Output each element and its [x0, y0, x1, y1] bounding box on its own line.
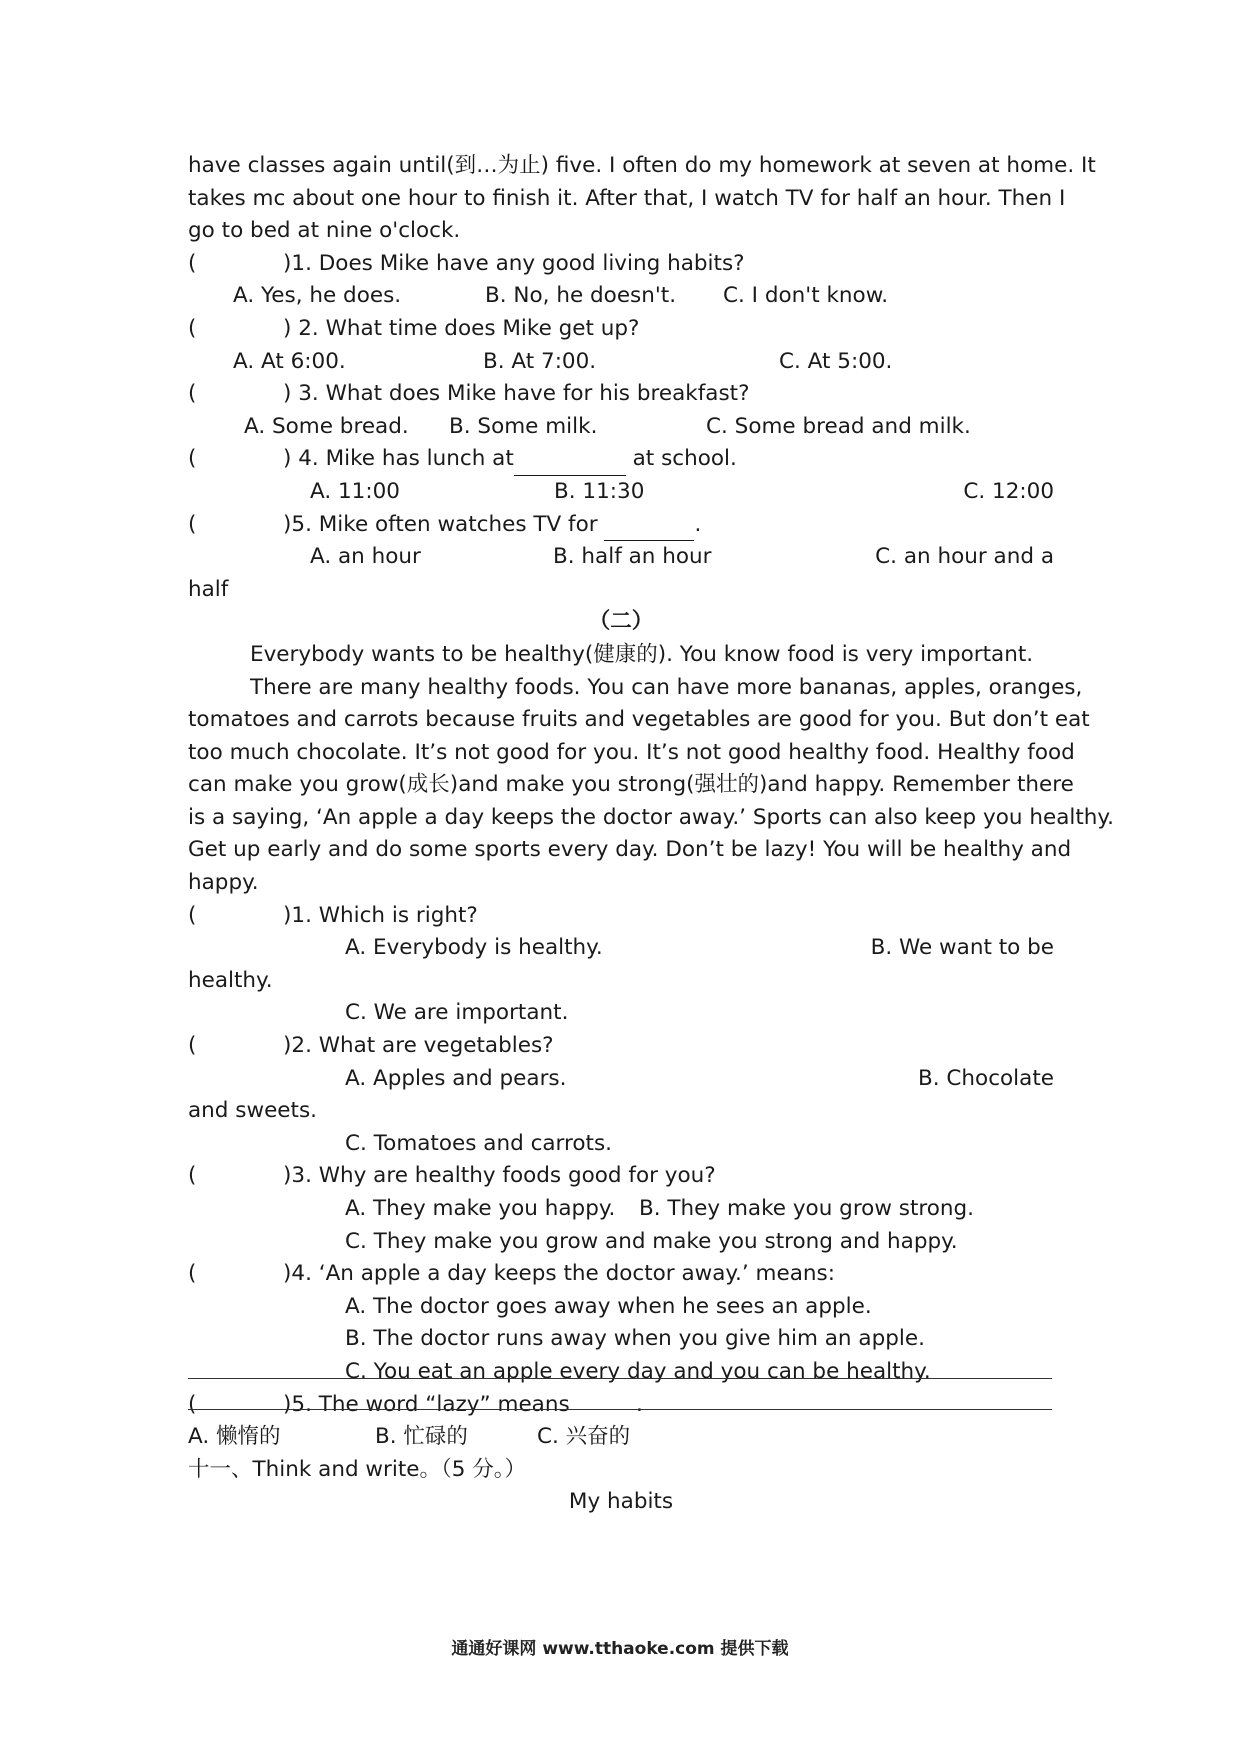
- option-b: B. 11:30: [554, 478, 645, 504]
- option-a: A. Some bread.: [244, 413, 409, 439]
- question-4: [188, 443, 1054, 476]
- question-stem-end: .: [694, 511, 702, 537]
- footer: 通通好课网 www.tthaoke.com 提供下载: [451, 1639, 789, 1659]
- document-page: [188, 150, 1114, 1519]
- question-stem: )2. What are vegetables?: [283, 1033, 554, 1059]
- option-b: B. At 7:00.: [483, 348, 597, 374]
- question-2-5: [188, 1389, 1054, 1422]
- options-row: [188, 346, 1054, 379]
- option-a: A. an hour: [310, 544, 421, 570]
- option-c: C. 12:00: [963, 478, 1054, 504]
- option-wrap: healthy.: [188, 967, 273, 993]
- passage2-line: can make you grow(成长)and make you strong(强壮的)and happy. Remember there: [188, 772, 1074, 798]
- option-b: B. Chocolate: [918, 1065, 1054, 1091]
- passage2-line: There are many healthy foods. You can have more bananas, apples, oranges,: [250, 674, 1083, 700]
- question-stem: )1. Which is right?: [283, 902, 478, 928]
- options-row: [188, 1421, 1054, 1454]
- option-c: C. They make you grow and make you strong and happy.: [345, 1228, 958, 1254]
- writing-line[interactable]: [188, 1409, 1052, 1410]
- option-a: A. They make you happy.: [345, 1196, 616, 1221]
- option-wrap: and sweets.: [188, 1098, 317, 1124]
- options-row: [188, 1356, 1054, 1389]
- question-1: [188, 248, 1054, 281]
- answer-paren: (: [188, 1261, 197, 1287]
- writing-title: My habits: [568, 1489, 674, 1515]
- options-row: [188, 1128, 1054, 1161]
- passage1-line: takes mc about one hour to finish it. After that, I watch TV for half an hour. Then I: [188, 185, 1066, 211]
- option-a: A. Everybody is healthy.: [345, 935, 603, 961]
- option-c: C. Tomatoes and carrots.: [345, 1130, 613, 1156]
- options-row: [188, 280, 1054, 313]
- option-b: B. They make you grow strong.: [639, 1196, 975, 1221]
- question-2-4: [188, 1258, 1054, 1291]
- section-heading: 十一、Think and write。（5 分。）: [188, 1456, 526, 1482]
- question-stem-end: .: [636, 1391, 643, 1417]
- option-a: A. At 6:00.: [233, 348, 346, 374]
- question-2-3: [188, 1160, 1054, 1193]
- option-b: B. half an hour: [553, 544, 712, 570]
- options-row: [188, 476, 1054, 509]
- option-wrap: half: [188, 576, 229, 602]
- answer-paren: (: [188, 1391, 197, 1417]
- option-c: C. I don't know.: [723, 283, 889, 309]
- question-stem: )4. ‘An apple a day keeps the doctor away.’ means:: [283, 1261, 835, 1287]
- answer-paren: (: [188, 446, 197, 472]
- option-a: A. Yes, he does.: [233, 283, 402, 309]
- option-b: B. The doctor runs away when you give him an apple.: [345, 1326, 925, 1352]
- question-2: [188, 313, 1054, 346]
- options-row: [188, 997, 1054, 1030]
- options-row: [188, 541, 1054, 574]
- option-b: B. Some milk.: [449, 413, 598, 439]
- options-row: [188, 932, 1054, 965]
- answer-paren: (: [188, 511, 197, 537]
- passage2-line: happy.: [188, 870, 259, 896]
- passage2-line: too much chocolate. It’s not good for you. It’s not good healthy food. Healthy food: [188, 739, 1075, 765]
- options-row: [188, 411, 1054, 444]
- answer-paren: (: [188, 1033, 197, 1059]
- question-stem: )5. The word “lazy” means: [283, 1391, 570, 1417]
- option-a: A. 11:00: [310, 478, 400, 504]
- answer-paren: (: [188, 381, 197, 407]
- section-title: （二）: [588, 609, 654, 635]
- option-c: C. We are important.: [345, 1000, 569, 1026]
- options-row: [188, 1323, 1054, 1356]
- option-a: A. 懒惰的: [188, 1424, 281, 1450]
- question-stem: ) 2. What time does Mike get up?: [283, 315, 640, 341]
- option-c: C. You eat an apple every day and you can be healthy.: [345, 1358, 931, 1384]
- passage2-line: Everybody wants to be healthy(健康的). You know food is very important.: [250, 641, 1034, 667]
- question-2-2: [188, 1030, 1054, 1063]
- question-stem: )1. Does Mike have any good living habits?: [283, 250, 745, 276]
- option-a: A. The doctor goes away when he sees an apple.: [345, 1293, 872, 1319]
- options-row: [188, 1291, 1054, 1324]
- question-5: [188, 509, 1054, 542]
- option-b: B. No, he doesn't.: [485, 283, 677, 309]
- question-stem-end: at school.: [625, 446, 737, 472]
- passage1-line: go to bed at nine o'clock.: [188, 218, 461, 244]
- question-2-1: [188, 900, 1054, 933]
- answer-blank[interactable]: [514, 451, 626, 476]
- passage2-line: Get up early and do some sports every day. Don’t be lazy! You will be healthy and: [188, 837, 1072, 863]
- question-stem: ) 4. Mike has lunch at: [283, 446, 514, 472]
- answer-paren: (: [188, 1163, 197, 1189]
- option-c: C. an hour and a: [875, 544, 1054, 570]
- passage2-line: tomatoes and carrots because fruits and vegetables are good for you. But don’t eat: [188, 707, 1090, 733]
- option-b: B. 忙碌的: [375, 1424, 468, 1450]
- passage2-line: is a saying, ‘An apple a day keeps the doctor away.’ Sports can also keep you healthy.: [188, 804, 1114, 830]
- passage1-line: have classes again until(到…为止) five. I often do my homework at seven at home. It: [188, 153, 1096, 178]
- options-row: [188, 1193, 1054, 1226]
- option-c: C. At 5:00.: [779, 348, 893, 374]
- option-a: A. Apples and pears.: [345, 1065, 567, 1091]
- writing-line[interactable]: [188, 1378, 1052, 1379]
- question-stem: ) 3. What does Mike have for his breakfast?: [283, 381, 750, 407]
- question-stem: )5. Mike often watches TV for: [283, 511, 605, 537]
- option-c: C. 兴奋的: [537, 1424, 631, 1450]
- options-row: [188, 1063, 1054, 1096]
- option-b: B. We want to be: [870, 935, 1054, 961]
- option-c: C. Some bread and milk.: [706, 413, 971, 439]
- answer-paren: (: [188, 902, 197, 928]
- options-row: [188, 1226, 1054, 1259]
- answer-paren: (: [188, 315, 197, 341]
- question-stem: )3. Why are healthy foods good for you?: [283, 1163, 716, 1189]
- answer-paren: (: [188, 250, 197, 276]
- answer-blank[interactable]: [604, 516, 694, 541]
- question-3: [188, 378, 1054, 411]
